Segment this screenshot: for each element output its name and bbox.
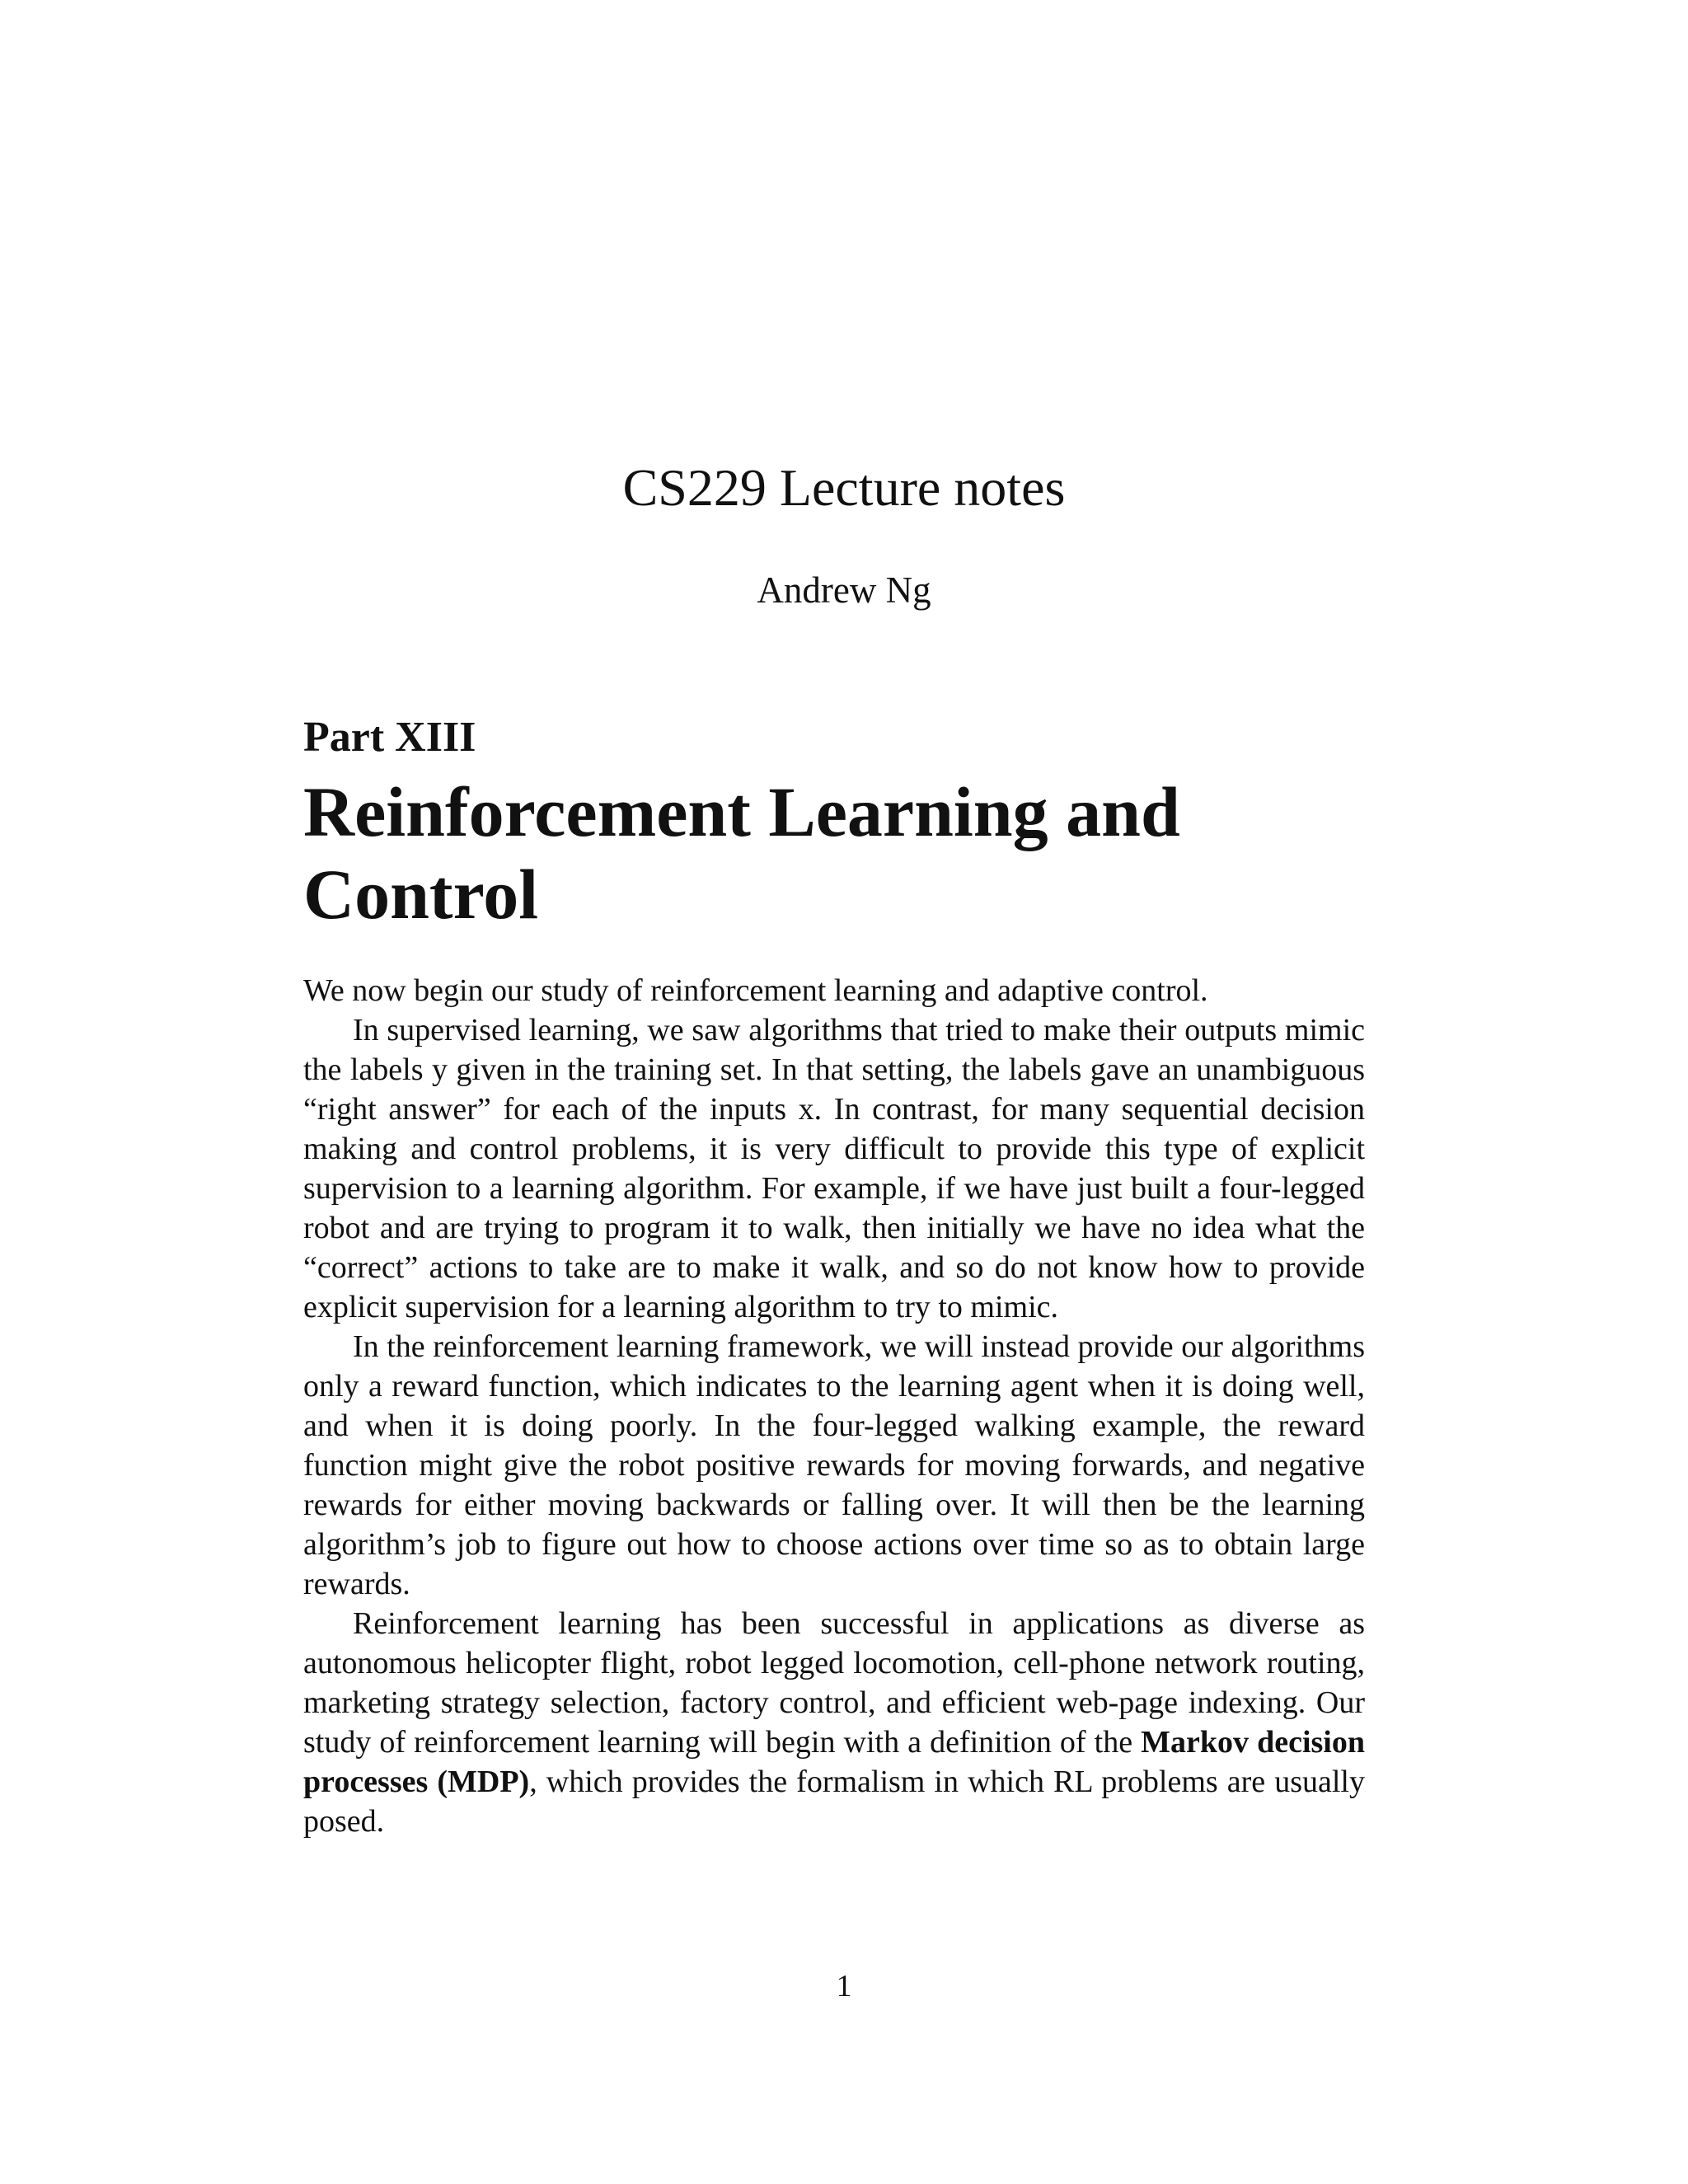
paragraph-applications-tail: , which provides the formalism in which RL problems are usually posed. <box>303 1765 1365 1839</box>
chapter-title: Reinforcement Learning and Control <box>303 772 1180 934</box>
document-author: Andrew Ng <box>757 569 931 611</box>
part-label: Part XIII <box>303 714 476 761</box>
paragraph-framework: In the reinforcement learning framework, we will instead provide our algorithms only a reward function, which indicates to the learning agent when it is doing well, and when it is doing poorly. In the four-legged walking example, the reward function might give the robot positive rewards for moving forwards, and negative rewards for either moving backwards or falling over. It will then be the learning algorithm’s job to figure out how to choose actions over time so as to obtain large rewards. <box>303 1329 1365 1601</box>
paragraph-supervised: In supervised learning, we saw algorithms that tried to make their outputs mimic the labels y given in the training set. In that setting, the labels gave an unambiguous “right answer” for each of the inputs x. In contrast, for many sequential decision making and control problems, it is very difficult to provide this type of explicit supervision to a learning algorithm. For example, if we have just built a four-legged robot and are trying to program it to walk, then initially we have no idea what the “correct” actions to take are to make it walk, and so do not know how to provide explicit supervision for a learning algorithm to try to mimic. <box>303 1013 1365 1324</box>
body-text <box>303 971 1365 1841</box>
paragraph-applications-text: Reinforcement learning has been successful in applications as diverse as autonomous helicopter flight, robot legged locomotion, cell-phone network routing, marketing strategy selection, factory control, and efficient web-page indexing. Our study of reinforcement learning will begin with a definition of the <box>303 1606 1365 1760</box>
paragraph-intro: We now begin our study of reinforcement learning and adaptive control. <box>303 973 1208 1008</box>
paragraph-applications <box>303 1604 1365 1841</box>
document-title: CS229 Lecture notes <box>622 458 1066 517</box>
mdp-term: Markov decision processes (MDP) <box>303 1725 1365 1799</box>
page-number: 1 <box>836 1969 852 2004</box>
